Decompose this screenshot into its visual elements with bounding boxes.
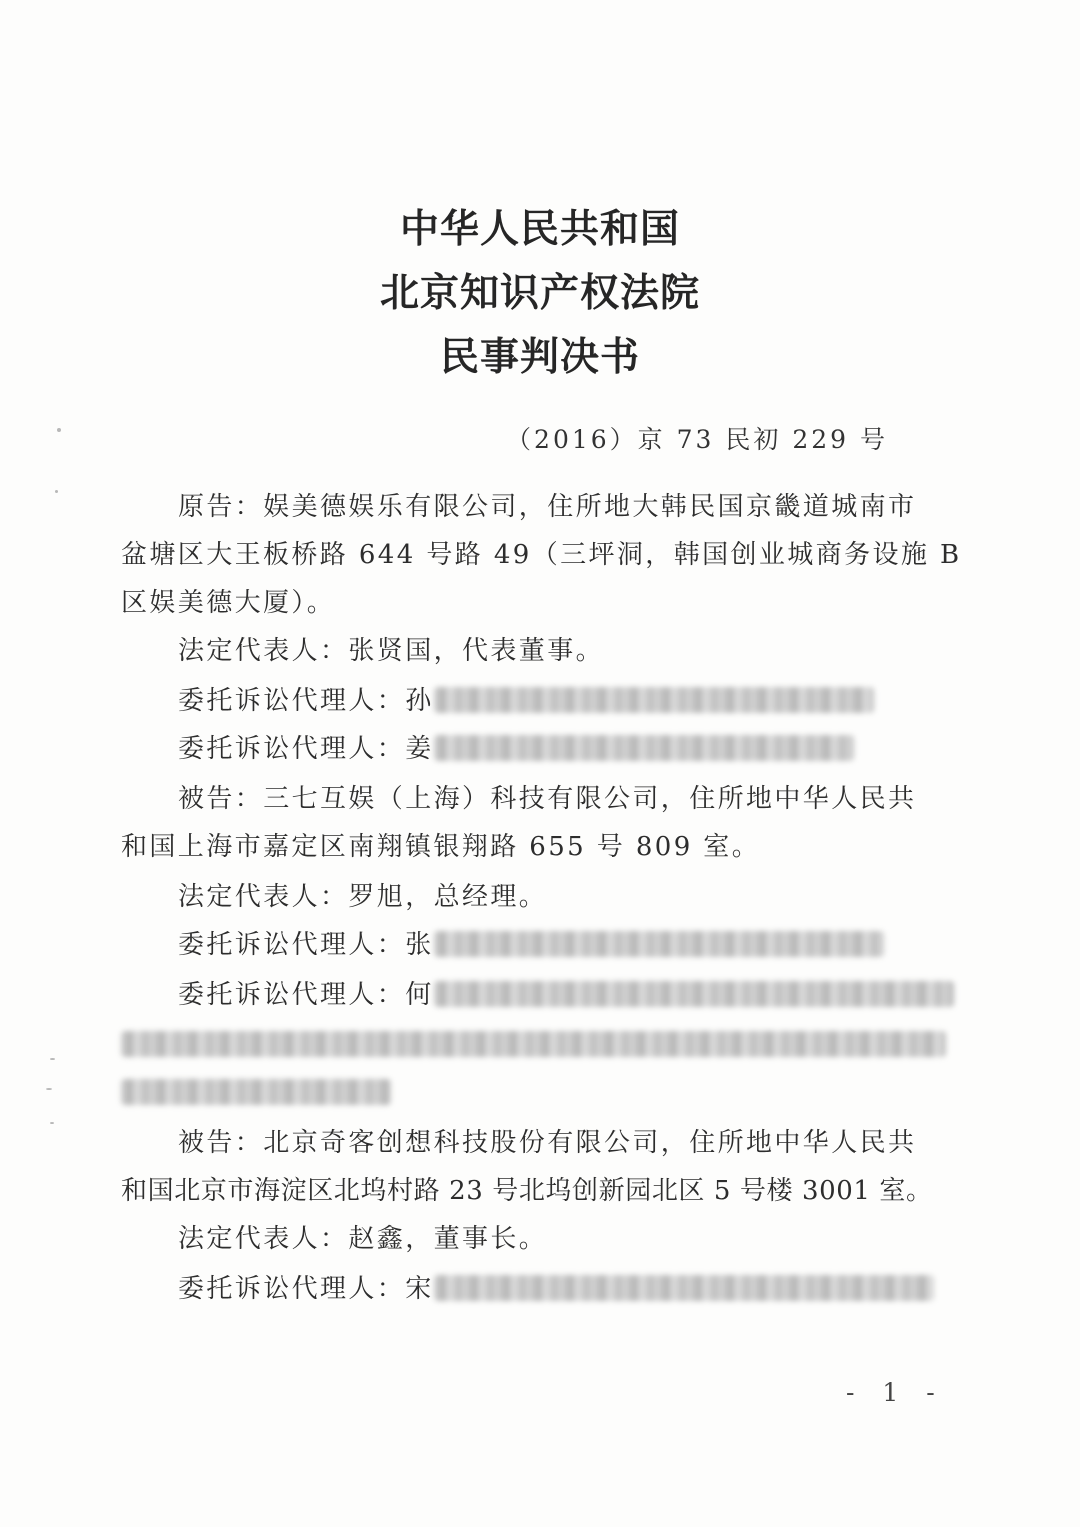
paragraph-text: 委托诉讼代理人：张: [178, 930, 434, 960]
redacted-block: [121, 1079, 391, 1105]
paragraph-text: 委托诉讼代理人：孙: [178, 686, 434, 716]
plaintiff-address-end: [121, 586, 335, 620]
case-number: （2016）京 73 民初 229 号: [506, 425, 888, 454]
redacted-block: [434, 1275, 934, 1301]
redacted-block: [434, 981, 954, 1007]
defendant-1-line: [178, 782, 916, 816]
scan-speck: [50, 1122, 54, 1124]
paragraph-text: 委托诉讼代理人：何: [178, 980, 434, 1010]
defendant-2-address: [121, 1174, 933, 1208]
defendant-1-legal-rep: [178, 880, 547, 914]
plaintiff-legal-rep: [178, 634, 604, 668]
title-court: 北京知识产权法院: [379, 271, 700, 316]
redacted-line: [121, 1028, 946, 1062]
plaintiff-agent-2: [178, 732, 854, 766]
scan-speck: [50, 1058, 55, 1060]
paragraph-text: 和国上海市嘉定区南翔镇银翔路 655 号 809 室。: [121, 832, 761, 862]
paragraph-text: 被告：三七互娱（上海）科技有限公司，住所地中华人民共: [178, 784, 917, 814]
paragraph-text: 法定代表人：赵鑫，董事长。: [178, 1224, 548, 1254]
redacted-block: [434, 687, 874, 713]
scan-speck: [57, 428, 61, 432]
title-doc-type: 民事判决书: [439, 335, 640, 380]
paragraph-text: 原告：娱美德娱乐有限公司，住所地大韩民国京畿道城南市: [178, 492, 917, 522]
plaintiff-line: [178, 490, 916, 524]
paragraph-text: 被告：北京奇客创想科技股份有限公司，住所地中华人民共: [178, 1128, 917, 1158]
paragraph-text: 法定代表人：张贤国，代表董事。: [178, 636, 605, 666]
paragraph-text: 区娱美德大厦）。: [121, 588, 336, 618]
redacted-block: [121, 1031, 946, 1057]
plaintiff-agent-1: [178, 684, 874, 718]
redacted-block: [434, 931, 884, 957]
defendant-1-address: [121, 830, 760, 864]
redacted-line: [121, 1076, 391, 1110]
paragraph-text: 盆塘区大王板桥路 644 号路 49（三坪洞，韩国创业城商务设施 B: [121, 540, 962, 570]
paragraph-text: 委托诉讼代理人：姜: [178, 734, 434, 764]
defendant-1-agent-1: [178, 928, 884, 962]
defendant-2-line: [178, 1126, 916, 1160]
defendant-1-agent-2: [178, 978, 954, 1012]
paragraph-text: 委托诉讼代理人：宋: [178, 1274, 434, 1304]
defendant-2-legal-rep: [178, 1222, 547, 1256]
redacted-block: [434, 735, 854, 761]
scan-speck: [55, 490, 58, 493]
defendant-2-agent: [178, 1272, 934, 1306]
title-country: 中华人民共和国: [399, 207, 680, 252]
paragraph-text: 和国北京市海淀区北坞村路 23 号北坞创新园北区 5 号楼 3001 室。: [121, 1176, 933, 1206]
scan-speck: [46, 1088, 52, 1090]
paragraph-text: 法定代表人：罗旭，总经理。: [178, 882, 548, 912]
page-number: - 1 -: [846, 1378, 945, 1407]
plaintiff-address-line: [121, 538, 961, 572]
